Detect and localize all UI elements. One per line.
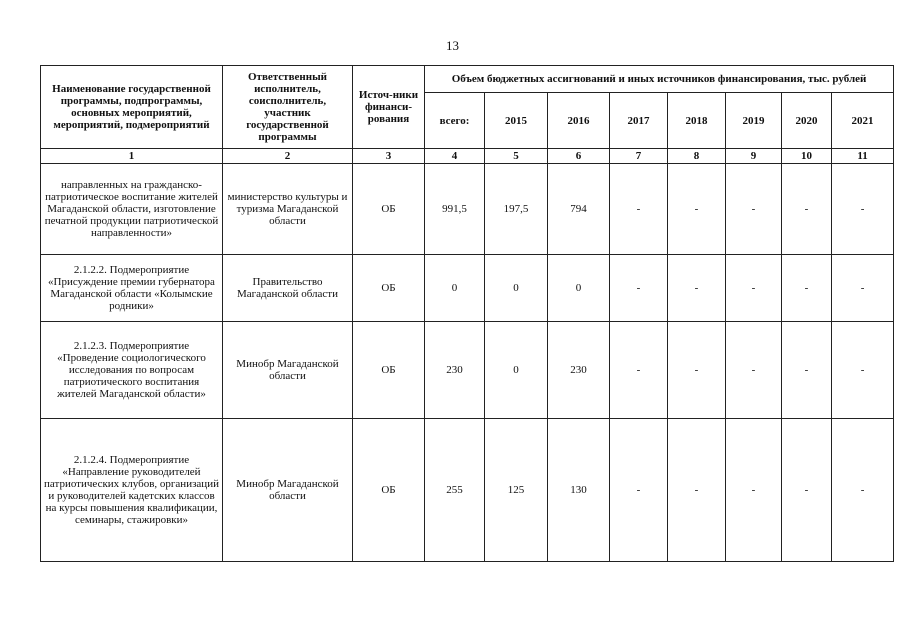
column-index: 4 xyxy=(425,149,485,164)
budget-table xyxy=(40,65,894,562)
total-cell: 0 xyxy=(425,255,485,322)
value-cell: - xyxy=(832,419,894,562)
header-executor: Ответственный исполнитель, соисполнитель, участник государственной программы xyxy=(223,66,353,149)
column-index: 3 xyxy=(353,149,425,164)
activity-name: направленных на гражданско-патриотическое воспитание жителей Магаданской области, изготовление печатной продукции патриотической направленности» xyxy=(41,164,223,255)
value-cell: - xyxy=(726,164,782,255)
value-cell: - xyxy=(782,419,832,562)
value-cell: - xyxy=(782,164,832,255)
value-cell: - xyxy=(832,322,894,419)
header-year: 2016 xyxy=(548,93,610,149)
header-funding: Объем бюджетных ассигнований и иных источников финансирования, тыс. рублей xyxy=(425,66,894,93)
header-year: 2018 xyxy=(668,93,726,149)
value-cell: 0 xyxy=(548,255,610,322)
value-cell: - xyxy=(726,255,782,322)
column-index: 9 xyxy=(726,149,782,164)
column-index: 5 xyxy=(485,149,548,164)
total-cell: 230 xyxy=(425,322,485,419)
activity-name: 2.1.2.2. Подмероприятие «Присуждение премии губернатора Магаданской области «Колымские родники» xyxy=(41,255,223,322)
value-cell: - xyxy=(668,164,726,255)
table-row xyxy=(41,164,894,255)
value-cell: - xyxy=(610,255,668,322)
value-cell: 125 xyxy=(485,419,548,562)
table-row xyxy=(41,322,894,419)
executor-cell: Правительство Магаданской области xyxy=(223,255,353,322)
table-row xyxy=(41,419,894,562)
column-index: 1 xyxy=(41,149,223,164)
source-cell: ОБ xyxy=(353,322,425,419)
table-row xyxy=(41,255,894,322)
header-year: 2019 xyxy=(726,93,782,149)
header-source: Источ-ники финанси-рования xyxy=(353,66,425,149)
value-cell: - xyxy=(668,419,726,562)
column-index: 8 xyxy=(668,149,726,164)
column-index-row xyxy=(41,149,894,164)
column-index: 11 xyxy=(832,149,894,164)
column-index: 7 xyxy=(610,149,668,164)
header-year: 2021 xyxy=(832,93,894,149)
total-cell: 991,5 xyxy=(425,164,485,255)
executor-cell: Минобр Магаданской области xyxy=(223,419,353,562)
source-cell: ОБ xyxy=(353,255,425,322)
executor-cell: Минобр Магаданской области xyxy=(223,322,353,419)
value-cell: - xyxy=(726,322,782,419)
value-cell: - xyxy=(610,322,668,419)
source-cell: ОБ xyxy=(353,419,425,562)
header-year: 2020 xyxy=(782,93,832,149)
value-cell: - xyxy=(610,419,668,562)
column-index: 6 xyxy=(548,149,610,164)
value-cell: 794 xyxy=(548,164,610,255)
value-cell: 130 xyxy=(548,419,610,562)
value-cell: - xyxy=(832,255,894,322)
value-cell: - xyxy=(668,255,726,322)
column-index: 10 xyxy=(782,149,832,164)
value-cell: - xyxy=(782,322,832,419)
value-cell: - xyxy=(832,164,894,255)
source-cell: ОБ xyxy=(353,164,425,255)
page-number: 13 xyxy=(446,38,459,53)
value-cell: - xyxy=(668,322,726,419)
header-year: 2015 xyxy=(485,93,548,149)
value-cell: 197,5 xyxy=(485,164,548,255)
total-cell: 255 xyxy=(425,419,485,562)
header-name: Наименование государственной программы, подпрограммы, основных мероприятий, мероприятий, подмероприятий xyxy=(41,66,223,149)
activity-name: 2.1.2.4. Подмероприятие «Направление руководителей патриотических клубов, организаций и руководителей кадетских классов на курсы повышения квалификации, семинары, стажировки» xyxy=(41,419,223,562)
header-total: всего: xyxy=(425,93,485,149)
column-index: 2 xyxy=(223,149,353,164)
executor-cell: министерство культуры и туризма Магаданской области xyxy=(223,164,353,255)
header-year: 2017 xyxy=(610,93,668,149)
value-cell: 0 xyxy=(485,255,548,322)
value-cell: 0 xyxy=(485,322,548,419)
value-cell: - xyxy=(610,164,668,255)
value-cell: - xyxy=(782,255,832,322)
activity-name: 2.1.2.3. Подмероприятие «Проведение социологического исследования по вопросам патриотического воспитания жителей Магаданской области» xyxy=(41,322,223,419)
header-row xyxy=(41,66,894,93)
value-cell: - xyxy=(726,419,782,562)
value-cell: 230 xyxy=(548,322,610,419)
